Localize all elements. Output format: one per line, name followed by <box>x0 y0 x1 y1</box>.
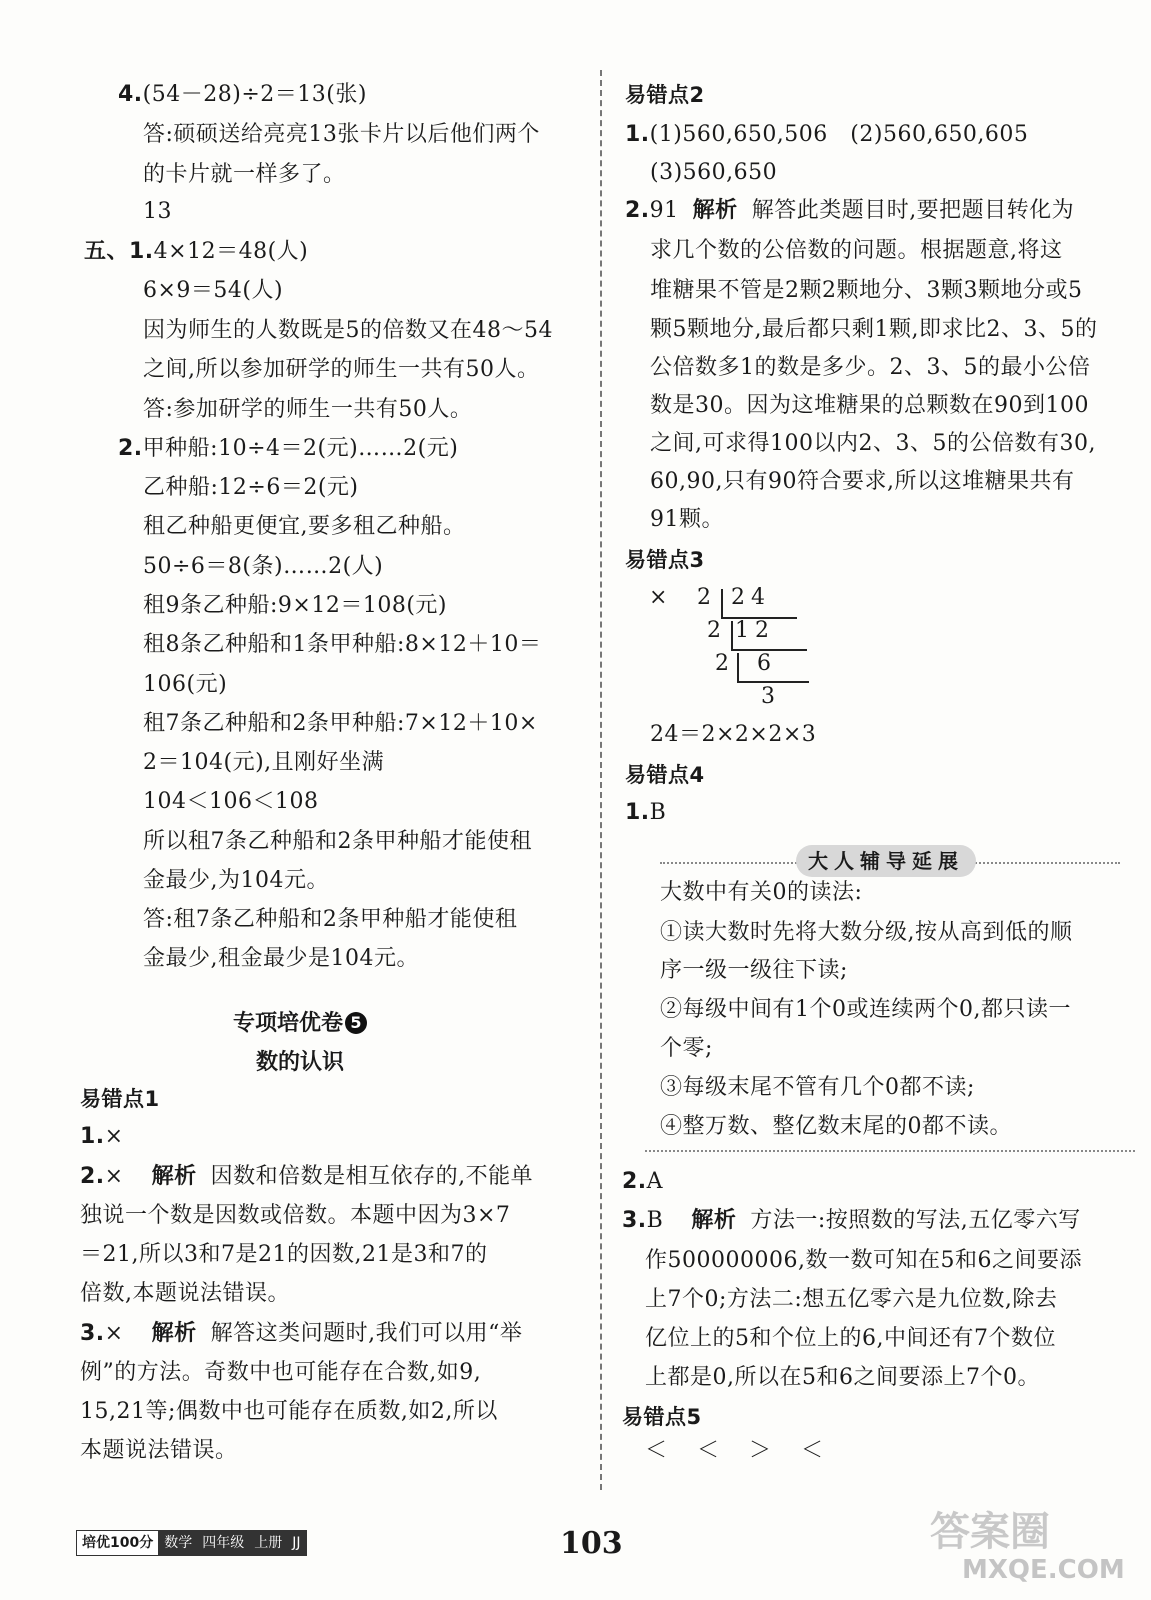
answer-text: 独说一个数是因数或倍数。本题中因为3×7 <box>80 1203 511 1228</box>
division-bracket <box>737 681 809 683</box>
answer-text: 106(元) <box>143 672 228 697</box>
section-number-badge: 5 <box>345 1012 367 1034</box>
watermark-url: MXQE.COM <box>962 1555 1125 1585</box>
answer-text: 倍数,本题说法错误。 <box>80 1281 290 1306</box>
answer-text: 租9条乙种船:9×12＝108(元) <box>143 593 447 618</box>
section-subtitle: 数的认识 <box>255 1050 344 1075</box>
answer-text: 堆糖果不管是2颗2颗地分、3颗3颗地分或5 <box>650 278 1083 303</box>
tip-text: 序一级一级往下读; <box>660 958 848 983</box>
wrong-mark: × <box>649 585 668 610</box>
division-bracket <box>721 589 723 617</box>
answer-text: 数是30。因为这堆糖果的总颗数在90到100 <box>650 393 1089 418</box>
answer-text: 2＝104(元),且刚好坐满 <box>143 750 385 775</box>
answer-text: 13 <box>143 199 172 224</box>
book-edition: JJ <box>287 1531 305 1555</box>
divisor: 2 <box>707 618 721 643</box>
answer-text: 本题说法错误。 <box>80 1438 238 1463</box>
tip-text: 个零; <box>660 1036 713 1061</box>
answer-3: 3.× 解析 解答这类问题时,我们可以用“举 <box>80 1321 523 1346</box>
answer-text: 答:租7条乙种船和2条甲种船才能使租 <box>143 907 518 932</box>
answer-text: 60,90,只有90符合要求,所以这堆糖果共有 <box>650 469 1075 494</box>
error-point-heading: 易错点2 <box>625 83 705 107</box>
answer-text: 例”的方法。奇数中也可能存在合数,如9, <box>80 1360 482 1385</box>
tip-text: ④整万数、整亿数末尾的0都不读。 <box>660 1114 1012 1139</box>
dividend: 24 <box>731 585 771 610</box>
answer-text: 作500000006,数一数可知在5和6之间要添 <box>645 1248 1082 1273</box>
answer-text: 求几个数的公倍数的问题。根据题意,将这 <box>650 238 1063 263</box>
error-point-heading: 易错点1 <box>80 1087 160 1111</box>
answer-text: 6×9＝54(人) <box>143 278 284 303</box>
answer-text: 租7条乙种船和2条甲种船:7×12＋10× <box>143 711 538 736</box>
watermark-logo: 答案圈 <box>930 1509 1050 1555</box>
answer-text: 因为师生的人数既是5的倍数又在48～54 <box>143 318 553 343</box>
answer-text: 50÷6＝8(条)……2(人) <box>143 554 384 579</box>
book-volume: 上册 <box>249 1531 287 1555</box>
answer-text: ＝21,所以3和7是21的因数,21是3和7的 <box>80 1242 488 1267</box>
answer-text: 亿位上的5和个位上的6,中间还有7个数位 <box>645 1326 1056 1351</box>
answer-1: 1.B <box>625 800 667 825</box>
division-bracket <box>731 621 733 649</box>
answer-text: 之间,可求得100以内2、3、5的公倍数有30, <box>650 431 1096 456</box>
answer-2: 2.× 解析 因数和倍数是相互依存的,不能单 <box>80 1164 534 1189</box>
column-divider <box>600 70 602 1490</box>
tip-text: ②每级中间有1个0或连续两个0,都只读一 <box>660 997 1071 1022</box>
answer-text: 租乙种船更便宜,要多租乙种船。 <box>143 514 466 539</box>
answer-2: 2.A <box>622 1169 664 1194</box>
quotient: 6 <box>757 651 771 676</box>
final-quotient: 3 <box>761 684 775 709</box>
division-bracket <box>721 617 797 619</box>
answer-text: 上都是0,所以在5和6之间要添上7个0。 <box>645 1365 1040 1390</box>
tip-text: 大数中有关0的读法: <box>660 880 863 905</box>
answer-2: 2.甲种船:10÷4＝2(元)……2(元) <box>118 436 459 461</box>
tip-label: 大人辅导延展 <box>796 845 976 877</box>
answer-1: 1.× <box>80 1124 124 1149</box>
answer-text: 24＝2×2×2×3 <box>650 722 817 747</box>
answer-2: 2.91 解析 解答此类题目时,要把题目转化为 <box>625 198 1075 223</box>
book-brand: 培优100分 <box>77 1531 159 1555</box>
short-division-diagram <box>649 585 855 715</box>
answer-text: 公倍数多1的数是多少。2、3、5的最小公倍 <box>650 355 1091 380</box>
answer-text: 金最少,为104元。 <box>143 868 329 893</box>
answer-1: 1.(1)560,650,506 (2)560,650,605 <box>625 122 1029 147</box>
divisor: 2 <box>715 651 729 676</box>
answer-text: 15,21等;偶数中也可能存在质数,如2,所以 <box>80 1399 498 1424</box>
error-point-heading: 易错点4 <box>625 763 705 787</box>
answer-text: 上7个0;方法二:想五亿零六是九位数,除去 <box>645 1287 1058 1312</box>
tip-text: ③每级末尾不管有几个0都不读; <box>660 1075 975 1100</box>
page-number: 103 <box>560 1526 623 1561</box>
book-grade: 四年级 <box>197 1531 249 1555</box>
answer-text: 金最少,租金最少是104元。 <box>143 946 419 971</box>
answer-text: 答:参加研学的师生一共有50人。 <box>143 397 473 422</box>
answer-text: 租8条乙种船和1条甲种船:8×12＋10＝ <box>143 632 542 657</box>
answer-text: (3)560,650 <box>650 160 778 185</box>
answer-text: 104＜106＜108 <box>143 789 319 814</box>
section-title: 专项培优卷 5 <box>0 1006 600 1037</box>
division-bracket <box>731 649 807 651</box>
section-5-q1: 五、1.4×12＝48(人) <box>84 239 309 264</box>
tip-text: ①读大数时先将大数分级,按从高到低的顺 <box>660 920 1073 945</box>
answer-text: 91颗。 <box>650 507 724 532</box>
answer-text: ＜ ＜ ＞ ＜ <box>645 1438 828 1463</box>
answer-text: 颗5颗地分,最后都只剩1颗,即求比2、3、5的 <box>650 317 1098 342</box>
error-point-heading: 易错点3 <box>625 548 705 572</box>
divisor: 2 <box>697 585 711 610</box>
division-bracket <box>737 653 739 681</box>
answer-text: 之间,所以参加研学的师生一共有50人。 <box>143 357 540 382</box>
answer-text: 答:硕硕送给亮亮13张卡片以后他们两个 <box>143 122 540 147</box>
quotient: 12 <box>735 618 775 643</box>
book-subject: 数学 <box>159 1531 197 1555</box>
answer-text: 的卡片就一样多了。 <box>143 162 346 187</box>
answer-3: 3.B 解析 方法一:按照数的写法,五亿零六写 <box>622 1208 1081 1233</box>
book-footer-tag <box>76 1530 307 1556</box>
answer-text: 所以租7条乙种船和2条甲种船才能使租 <box>143 829 532 854</box>
answer-text: 乙种船:12÷6＝2(元) <box>143 475 359 500</box>
answer-4: 4.(54－28)÷2＝13(张) <box>118 82 367 107</box>
error-point-heading: 易错点5 <box>622 1405 702 1429</box>
